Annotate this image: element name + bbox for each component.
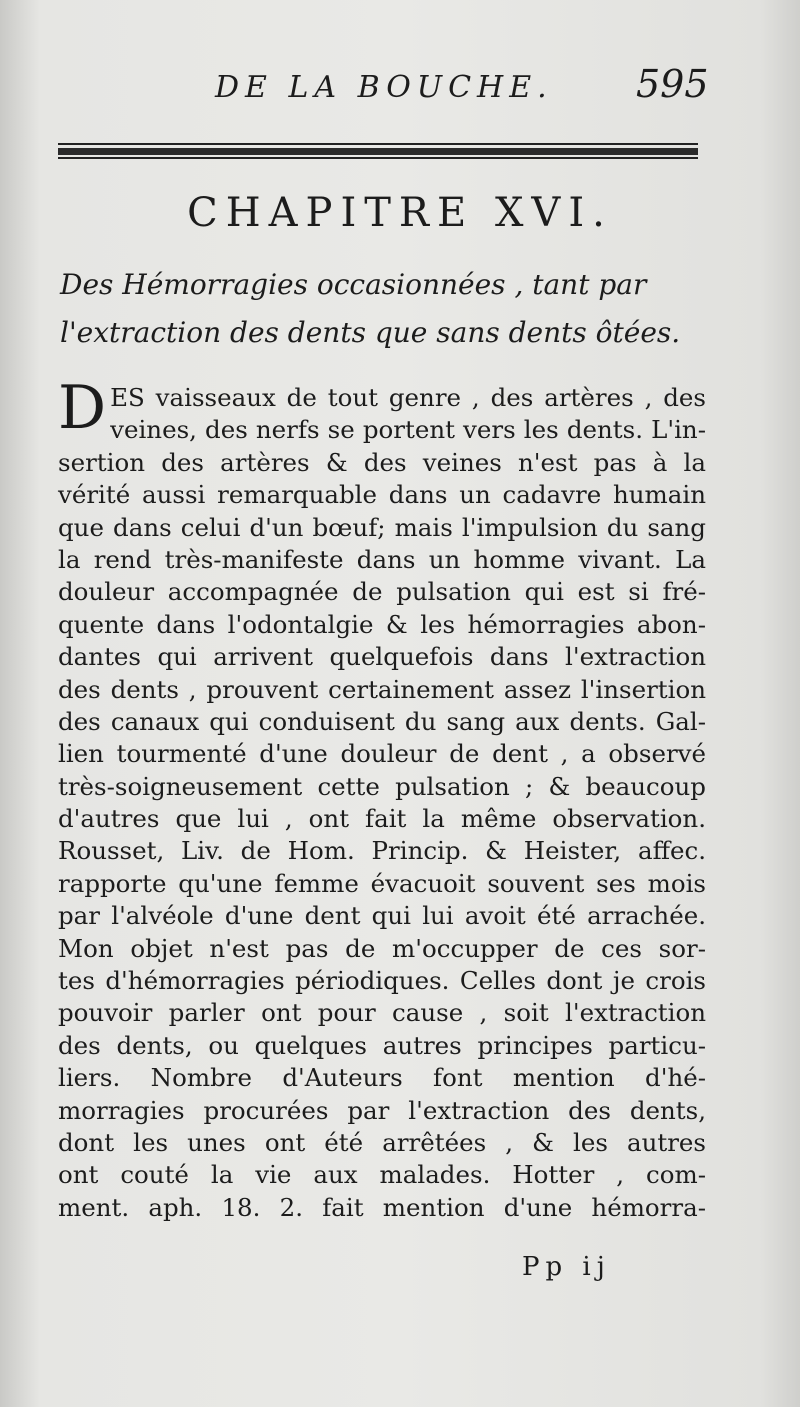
body-text: [58, 373, 706, 1224]
body-line: dont les unes ont été arrêtées , & les autres: [58, 1127, 706, 1157]
body-line: des dents , prouvent certainement assez l'insertion: [58, 674, 706, 704]
body-line: d'autres que lui , ont fait la même observation.: [58, 804, 706, 834]
rule-thick: [58, 148, 698, 155]
body-line: liers. Nombre d'Auteurs font mention d'hé-: [58, 1063, 706, 1093]
body-line: ment. aph. 18. 2. fait mention d'une hémorra-: [58, 1192, 706, 1222]
body-line: très-soigneusement cette pulsation ; & beaucoup: [58, 771, 706, 801]
signature-mark: Pp ij: [522, 1252, 611, 1282]
body-line: vérité aussi remarquable dans un cadavre humain: [58, 480, 706, 510]
chapter-title: CHAPITRE XVI.: [187, 190, 613, 236]
body-line: morragies procurées par l'extraction des dents,: [58, 1095, 706, 1125]
body-line: par l'alvéole d'une dent qui lui avoit été arrachée.: [58, 901, 706, 931]
body-line: tes d'hémorragies périodiques. Celles dont je crois: [58, 966, 706, 996]
header-rule: [58, 143, 698, 161]
rule-thin-top: [58, 143, 698, 145]
body-line: ont couté la vie aux malades. Hotter , com-: [58, 1160, 706, 1190]
running-title: DE LA BOUCHE.: [215, 70, 553, 105]
rule-thin-bottom: [58, 157, 698, 159]
body-line: que dans celui d'un bœuf; mais l'impulsion du sang: [58, 512, 706, 542]
body-line: rapporte qu'une femme évacuoit souvent ses mois: [58, 868, 706, 898]
body-line: Rousset, Liv. de Hom. Princip. & Heister, affec.: [58, 836, 706, 866]
body-line: dantes qui arrivent quelquefois dans l'extraction: [58, 642, 706, 672]
drop-cap: D: [58, 373, 107, 443]
running-head: [0, 60, 800, 120]
body-line: lien tourmenté d'une douleur de dent , a observé: [58, 739, 706, 769]
body-line: pouvoir parler ont pour cause , soit l'extraction: [58, 998, 706, 1028]
body-line: des dents, ou quelques autres principes particu-: [58, 1030, 706, 1060]
body-line: des canaux qui conduisent du sang aux dents. Gal-: [58, 706, 706, 736]
body-line: veines, des nerfs se portent vers les dents. L'in-: [110, 415, 706, 445]
body-line: la rend très-manifeste dans un homme vivant. La: [58, 544, 706, 574]
body-line: douleur accompagnée de pulsation qui est si fré-: [58, 577, 706, 607]
body-line: sertion des artères & des veines n'est pas à la: [58, 447, 706, 477]
chapter-subtitle-line-2: l'extraction des dents que sans dents ôtées.: [60, 316, 681, 349]
body-line: Mon objet n'est pas de m'occupper de ces sor-: [58, 933, 706, 963]
page-number: 595: [636, 62, 709, 106]
body-line: quente dans l'odontalgie & les hémorragies abon-: [58, 609, 706, 639]
chapter-subtitle-line-1: Des Hémorragies occasionnées , tant par: [60, 268, 647, 301]
body-line: ES vaisseaux de tout genre , des artères , des: [110, 383, 706, 412]
